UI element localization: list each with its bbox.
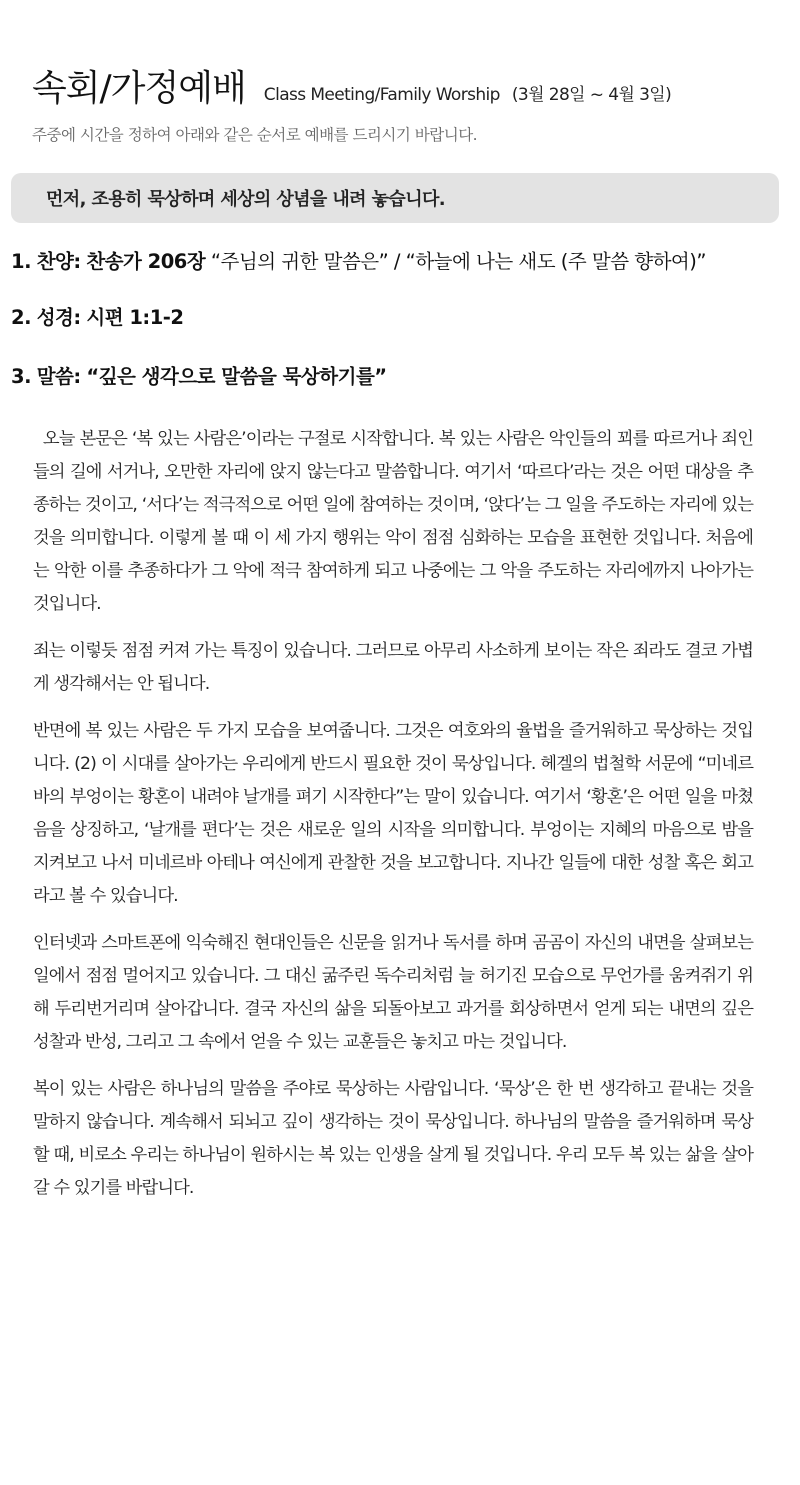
sermon-paragraph: 복이 있는 사람은 하나님의 말씀을 주야로 묵상하는 사람입니다. ‘묵상’은 한 번 생각하고 끝내는 것을 말하지 않습니다. 계속해서 되뇌고 깊이 생각하는 것이 묵상입니다. 하나님의 말씀을 즐거워하며 묵상할 때, 비로소 우리는 하나님이 원하시는 복 있는 인생을 살게 될 것입니다. 우리 모두 복 있는 삶을 살아갈 수 있기를 바랍니다.	[33, 1079, 753, 1198]
sermon-paragraph: 죄는 이렇듯 점점 커져 가는 특징이 있습니다. 그러므로 아무리 사소하게 보이는 작은 죄라도 결코 가볍게 생각해서는 안 됩니다.	[33, 641, 753, 694]
order-label: 성경:	[36, 306, 81, 329]
page-title-english: Class Meeting/Family Worship	[263, 85, 500, 105]
order-number: 3.	[11, 365, 31, 388]
date-range: (3월 28일 ~ 4월 3일)	[511, 85, 672, 105]
sermon-body	[33, 423, 753, 1219]
order-number: 1.	[11, 250, 31, 273]
order-label: 말씀:	[36, 365, 81, 388]
hymn-number: 찬송가 206장	[86, 250, 206, 273]
meditation-banner	[11, 173, 779, 223]
hymn-titles: “주님의 귀한 말씀은” / “하늘에 나는 새도 (주 말씀 향하여)”	[210, 250, 706, 273]
header	[32, 60, 780, 145]
page-title: 속회/가정예배	[32, 68, 246, 109]
scripture-reference: 시편 1:1-2	[86, 306, 184, 329]
sermon-paragraph: 반면에 복 있는 사람은 두 가지 모습을 보여줍니다. 그것은 여호와의 율법을 즐거워하고 묵상하는 것입니다. (2) 이 시대를 살아가는 우리에게 반드시 필요한 것이 묵상입니다. 헤겔의 법철학 서문에 “미네르바의 부엉이는 황혼이 내려야 날개를 펴기 시작한다”는 말이 있습니다. 여기서 ‘황혼’은 어떤 일을 마쳤음을 상징하고, ‘날개를 편다’는 것은 새로운 일의 시작을 의미합니다. 부엉이는 지혜의 마음으로 밤을 지켜보고 나서 미네르바 아테나 여신에게 관찰한 것을 보고합니다. 지나간 일들에 대한 성찰 혹은 회고라고 볼 수 있습니다.	[33, 721, 753, 906]
order-item-hymn	[11, 246, 706, 274]
order-item-scripture	[11, 302, 183, 330]
sermon-paragraph: 오늘 본문은 ‘복 있는 사람은’이라는 구절로 시작합니다. 복 있는 사람은 악인들의 꾀를 따르거나 죄인들의 길에 서거나, 오만한 자리에 앉지 않는다고 말씀합니다. 여기서 ‘따르다’라는 것은 어떤 대상을 추종하는 것이고, ‘서다’는 적극적으로 어떤 일에 참여하는 것이며, ‘앉다’는 그 일을 주도하는 자리에 있는 것을 의미합니다. 이렇게 볼 때 이 세 가지 행위는 악이 점점 심화하는 모습을 표현한 것입니다. 처음에는 악한 이를 추종하다가 그 악에 적극 참여하게 되고 나중에는 그 악을 주도하는 자리에까지 나아가는 것입니다.	[33, 429, 753, 614]
title-row	[32, 60, 780, 111]
sermon-paragraph: 인터넷과 스마트폰에 익숙해진 현대인들은 신문을 읽거나 독서를 하며 곰곰이 자신의 내면을 살펴보는 일에서 점점 멀어지고 있습니다. 그 대신 굶주린 독수리처럼 늘 허기진 모습으로 무언가를 움켜쥐기 위해 두리번거리며 살아갑니다. 결국 자신의 삶을 되돌아보고 과거를 회상하면서 얻게 되는 내면의 깊은 성찰과 반성, 그리고 그 속에서 얻을 수 있는 교훈들은 놓치고 마는 것입니다.	[33, 933, 753, 1052]
order-number: 2.	[11, 306, 31, 329]
meditation-banner-text: 먼저, 조용히 묵상하며 세상의 상념을 내려 놓습니다.	[46, 189, 446, 210]
order-label: 찬양:	[36, 250, 81, 273]
page-subtitle: 주중에 시간을 정하여 아래와 같은 순서로 예배를 드리시기 바랍니다.	[32, 126, 478, 144]
order-item-sermon	[11, 361, 387, 389]
sermon-title: “깊은 생각으로 말씀을 묵상하기를”	[86, 365, 387, 388]
